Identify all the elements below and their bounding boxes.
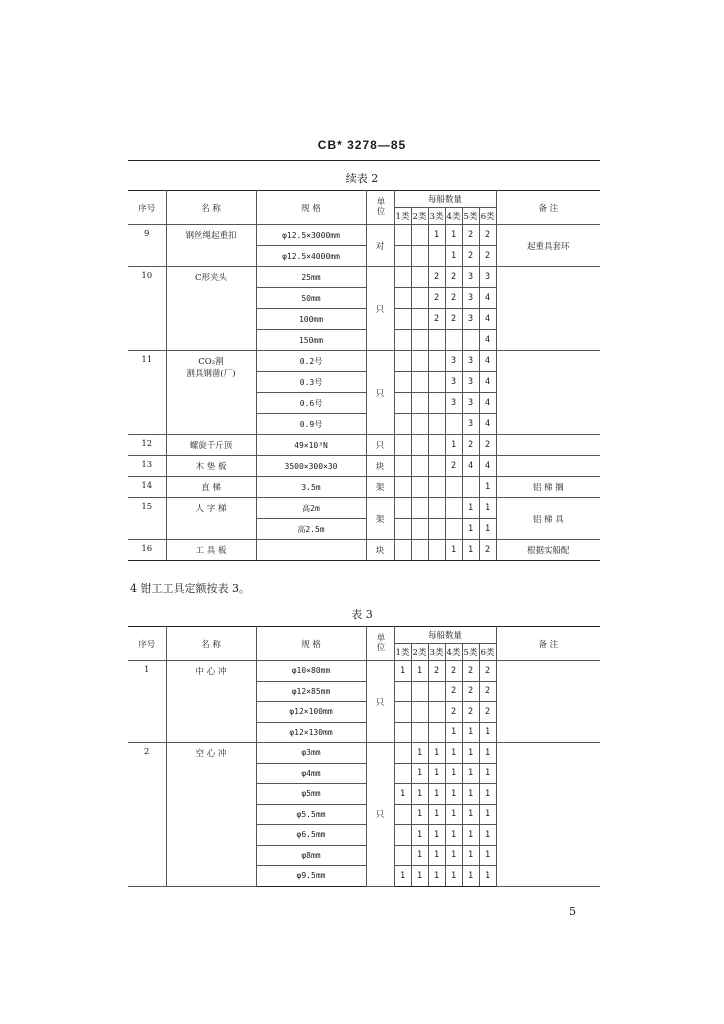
qty-cell: 1 (428, 825, 445, 846)
header-unit-text: 单位 (375, 632, 385, 652)
header-name: 名 称 (166, 627, 256, 661)
qty-cell: 1 (445, 722, 462, 743)
qty-cell: 4 (462, 456, 479, 477)
qty-cell (411, 722, 428, 743)
header-remark: 备 注 (496, 191, 600, 225)
qty-cell (411, 372, 428, 393)
qty-cell: 1 (428, 784, 445, 805)
qty-cell (411, 477, 428, 498)
qty-cell: 1 (462, 866, 479, 887)
qty-cell: 2 (445, 288, 462, 309)
qty-cell: 2 (462, 681, 479, 702)
header-class-1: 1类 (394, 644, 411, 661)
spec-cell: φ10×80mm (256, 661, 366, 682)
qty-cell: 1 (411, 743, 428, 764)
qty-cell: 1 (445, 763, 462, 784)
header-spec: 规 格 (256, 627, 366, 661)
header-class-2: 2类 (411, 644, 428, 661)
unit-cell: 只 (366, 351, 394, 435)
qty-cell: 2 (462, 661, 479, 682)
qty-cell (445, 414, 462, 435)
header-rule (128, 160, 600, 161)
spec-cell: φ4mm (256, 763, 366, 784)
header-seq: 序号 (128, 191, 166, 225)
qty-cell: 1 (462, 804, 479, 825)
qty-cell (394, 267, 411, 288)
qty-cell: 1 (428, 866, 445, 887)
qty-cell (394, 225, 411, 246)
qty-cell (411, 414, 428, 435)
name-cell: 钢丝绳起重扣 (166, 225, 256, 267)
qty-cell: 4 (479, 393, 496, 414)
header-class-1: 1类 (394, 208, 411, 225)
seq-cell: 2 (128, 743, 166, 887)
qty-cell: 1 (462, 519, 479, 540)
qty-cell (394, 743, 411, 764)
qty-cell (394, 393, 411, 414)
qty-cell (411, 498, 428, 519)
qty-cell: 1 (462, 540, 479, 561)
spec-cell: 49×10³N (256, 435, 366, 456)
qty-cell (428, 477, 445, 498)
name-cell: C形夹头 (166, 267, 256, 351)
remark-cell (496, 267, 600, 351)
qty-cell: 4 (479, 351, 496, 372)
qty-cell (428, 393, 445, 414)
qty-cell (411, 225, 428, 246)
qty-cell: 1 (411, 804, 428, 825)
qty-cell (394, 477, 411, 498)
spec-cell: φ12.5×3000mm (256, 225, 366, 246)
qty-cell: 4 (479, 414, 496, 435)
qty-cell: 1 (411, 825, 428, 846)
header-class-6: 6类 (479, 644, 496, 661)
qty-cell: 1 (445, 825, 462, 846)
seq-cell: 14 (128, 477, 166, 498)
spec-cell: 高2m (256, 498, 366, 519)
qty-cell: 4 (479, 456, 496, 477)
qty-cell: 1 (479, 804, 496, 825)
qty-cell: 2 (445, 456, 462, 477)
qty-cell (428, 351, 445, 372)
qty-cell (428, 372, 445, 393)
qty-cell (411, 702, 428, 723)
qty-cell (428, 681, 445, 702)
section-note: 4 钳工工具定额按表 3。 (130, 582, 250, 595)
spec-cell (256, 540, 366, 561)
spec-cell: φ12.5×4000mm (256, 246, 366, 267)
qty-cell: 2 (462, 246, 479, 267)
qty-cell (411, 519, 428, 540)
unit-cell: 块 (366, 540, 394, 561)
header-class-3: 3类 (428, 644, 445, 661)
header-class-3: 3类 (428, 208, 445, 225)
header-qty-group: 每船数量 (394, 191, 496, 208)
qty-cell (411, 681, 428, 702)
qty-cell: 2 (428, 309, 445, 330)
qty-cell (394, 519, 411, 540)
qty-cell (394, 722, 411, 743)
spec-cell: φ12×100mm (256, 702, 366, 723)
spec-cell: φ12×85mm (256, 681, 366, 702)
qty-cell (445, 519, 462, 540)
qty-cell (411, 309, 428, 330)
qty-cell: 3 (462, 372, 479, 393)
table-row (128, 351, 600, 372)
qty-cell: 1 (479, 722, 496, 743)
qty-cell: 3 (445, 372, 462, 393)
name-cell: 空 心 冲 (166, 743, 256, 887)
qty-cell (394, 681, 411, 702)
name-cell: CO₂割 割具钢凿(厂) (166, 351, 256, 435)
qty-cell: 3 (462, 288, 479, 309)
qty-cell (428, 498, 445, 519)
qty-cell: 3 (462, 351, 479, 372)
qty-cell: 2 (462, 435, 479, 456)
table2-caption: 续表 2 (345, 172, 379, 185)
qty-cell (428, 519, 445, 540)
qty-cell (394, 435, 411, 456)
remark-cell: 根据实船配 (496, 540, 600, 561)
qty-cell: 2 (445, 267, 462, 288)
seq-cell: 13 (128, 456, 166, 477)
qty-cell: 1 (479, 845, 496, 866)
table-row (128, 498, 600, 519)
qty-cell (394, 456, 411, 477)
qty-cell: 1 (479, 498, 496, 519)
qty-cell: 1 (428, 743, 445, 764)
spec-cell: 3.5m (256, 477, 366, 498)
qty-cell (411, 330, 428, 351)
seq-cell: 10 (128, 267, 166, 351)
table3-caption: 表 3 (351, 608, 373, 621)
qty-cell: 2 (479, 681, 496, 702)
qty-cell: 2 (479, 540, 496, 561)
header-seq: 序号 (128, 627, 166, 661)
qty-cell: 1 (428, 763, 445, 784)
standard-code: CB* 3278—85 (317, 138, 407, 152)
seq-cell: 9 (128, 225, 166, 267)
qty-cell: 1 (462, 845, 479, 866)
qty-cell (394, 763, 411, 784)
table3 (128, 626, 600, 887)
remark-cell (496, 456, 600, 477)
qty-cell: 2 (445, 661, 462, 682)
qty-cell: 3 (462, 414, 479, 435)
spec-cell: 3500×300×30 (256, 456, 366, 477)
remark-cell (496, 351, 600, 435)
qty-cell: 1 (462, 743, 479, 764)
qty-cell (411, 246, 428, 267)
qty-cell: 1 (479, 477, 496, 498)
table-row (128, 477, 600, 498)
qty-cell (428, 702, 445, 723)
table-row (128, 661, 600, 682)
qty-cell: 1 (462, 722, 479, 743)
name-cell: 直 梯 (166, 477, 256, 498)
qty-cell: 1 (394, 784, 411, 805)
qty-cell: 1 (479, 763, 496, 784)
qty-cell: 1 (445, 435, 462, 456)
spec-cell: 150mm (256, 330, 366, 351)
remark-cell (496, 435, 600, 456)
header-spec: 规 格 (256, 191, 366, 225)
qty-cell: 2 (479, 246, 496, 267)
qty-cell (394, 804, 411, 825)
qty-cell: 2 (445, 309, 462, 330)
qty-cell: 1 (445, 804, 462, 825)
header-class-4: 4类 (445, 208, 462, 225)
qty-cell (428, 330, 445, 351)
qty-cell (394, 702, 411, 723)
remark-cell (496, 661, 600, 743)
qty-cell: 2 (479, 435, 496, 456)
qty-cell (428, 435, 445, 456)
qty-cell: 3 (445, 351, 462, 372)
spec-cell: 高2.5m (256, 519, 366, 540)
qty-cell (394, 246, 411, 267)
header-qty-group: 每船数量 (394, 627, 496, 644)
table-row (128, 456, 600, 477)
qty-cell: 1 (445, 246, 462, 267)
header-class-5: 5类 (462, 208, 479, 225)
name-cell: 工 具 板 (166, 540, 256, 561)
qty-cell (411, 393, 428, 414)
qty-cell (445, 477, 462, 498)
spec-cell: φ5.5mm (256, 804, 366, 825)
qty-cell (428, 456, 445, 477)
spec-cell: 0.3号 (256, 372, 366, 393)
qty-cell: 3 (445, 393, 462, 414)
qty-cell (411, 540, 428, 561)
qty-cell (394, 498, 411, 519)
qty-cell (445, 498, 462, 519)
qty-cell: 1 (479, 519, 496, 540)
qty-cell: 4 (479, 330, 496, 351)
qty-cell: 2 (428, 288, 445, 309)
qty-cell: 3 (462, 267, 479, 288)
qty-cell (462, 330, 479, 351)
qty-cell: 2 (462, 225, 479, 246)
qty-cell: 1 (479, 825, 496, 846)
seq-cell: 15 (128, 498, 166, 540)
qty-cell: 1 (462, 498, 479, 519)
qty-cell: 1 (411, 661, 428, 682)
qty-cell: 2 (462, 702, 479, 723)
qty-cell: 2 (428, 267, 445, 288)
unit-cell: 架 (366, 498, 394, 540)
spec-cell: 100mm (256, 309, 366, 330)
unit-cell: 只 (366, 743, 394, 887)
qty-cell: 1 (394, 866, 411, 887)
table-row (128, 267, 600, 288)
unit-cell: 对 (366, 225, 394, 267)
qty-cell: 4 (479, 372, 496, 393)
qty-cell: 1 (411, 845, 428, 866)
qty-cell (394, 372, 411, 393)
unit-cell: 只 (366, 661, 394, 743)
qty-cell: 2 (479, 225, 496, 246)
qty-cell: 1 (479, 743, 496, 764)
unit-cell: 架 (366, 477, 394, 498)
header-class-4: 4类 (445, 644, 462, 661)
qty-cell: 1 (445, 225, 462, 246)
table-row (128, 435, 600, 456)
header-unit (366, 191, 394, 225)
header-unit-text: 单位 (375, 196, 385, 216)
spec-cell: φ5mm (256, 784, 366, 805)
spec-cell: 0.9号 (256, 414, 366, 435)
spec-cell: 0.6号 (256, 393, 366, 414)
header-class-5: 5类 (462, 644, 479, 661)
qty-cell: 1 (445, 540, 462, 561)
unit-cell: 只 (366, 267, 394, 351)
unit-cell: 只 (366, 435, 394, 456)
qty-cell: 1 (411, 763, 428, 784)
qty-cell: 2 (445, 702, 462, 723)
seq-cell: 12 (128, 435, 166, 456)
qty-cell: 4 (479, 309, 496, 330)
qty-cell: 1 (445, 743, 462, 764)
unit-cell: 块 (366, 456, 394, 477)
qty-cell (394, 309, 411, 330)
qty-cell: 1 (445, 784, 462, 805)
qty-cell: 1 (445, 845, 462, 866)
qty-cell (394, 351, 411, 372)
qty-cell: 1 (462, 784, 479, 805)
qty-cell (394, 330, 411, 351)
name-cell: 中 心 冲 (166, 661, 256, 743)
qty-cell: 2 (445, 681, 462, 702)
qty-cell (411, 351, 428, 372)
qty-cell: 1 (462, 825, 479, 846)
spec-cell: 50mm (256, 288, 366, 309)
qty-cell: 1 (411, 866, 428, 887)
qty-cell: 3 (479, 267, 496, 288)
remark-cell: 起重具套环 (496, 225, 600, 267)
qty-cell (394, 414, 411, 435)
qty-cell (394, 825, 411, 846)
qty-cell (411, 435, 428, 456)
qty-cell: 2 (479, 702, 496, 723)
qty-cell (394, 540, 411, 561)
qty-cell (411, 288, 428, 309)
seq-cell: 1 (128, 661, 166, 743)
seq-cell: 16 (128, 540, 166, 561)
qty-cell: 2 (428, 661, 445, 682)
name-cell: 人 字 梯 (166, 498, 256, 540)
header-remark: 备 注 (496, 627, 600, 661)
qty-cell: 1 (479, 784, 496, 805)
qty-cell: 4 (479, 288, 496, 309)
qty-cell: 1 (479, 866, 496, 887)
qty-cell: 3 (462, 309, 479, 330)
qty-cell: 1 (428, 845, 445, 866)
remark-cell: 铝 梯 具 (496, 498, 600, 540)
spec-cell: φ6.5mm (256, 825, 366, 846)
header-unit (366, 627, 394, 661)
table-row (128, 743, 600, 764)
remark-cell: 铝 梯 搁 (496, 477, 600, 498)
spec-cell: φ3mm (256, 743, 366, 764)
header-name: 名 称 (166, 191, 256, 225)
qty-cell (411, 267, 428, 288)
qty-cell: 1 (411, 784, 428, 805)
page-number: 5 (569, 905, 576, 918)
qty-cell (462, 477, 479, 498)
spec-cell: φ9.5mm (256, 866, 366, 887)
table-row (128, 540, 600, 561)
qty-cell (394, 845, 411, 866)
table-row (128, 225, 600, 246)
qty-cell (428, 414, 445, 435)
qty-cell: 3 (462, 393, 479, 414)
table2 (128, 190, 600, 561)
spec-cell: φ8mm (256, 845, 366, 866)
qty-cell (428, 540, 445, 561)
qty-cell: 1 (428, 804, 445, 825)
header-class-6: 6类 (479, 208, 496, 225)
qty-cell (428, 246, 445, 267)
qty-cell (428, 722, 445, 743)
qty-cell: 1 (394, 661, 411, 682)
remark-cell (496, 743, 600, 887)
qty-cell: 1 (445, 866, 462, 887)
name-cell: 螺旋千斤顶 (166, 435, 256, 456)
header-class-2: 2类 (411, 208, 428, 225)
qty-cell (411, 456, 428, 477)
seq-cell: 11 (128, 351, 166, 435)
spec-cell: 0.2号 (256, 351, 366, 372)
spec-cell: 25mm (256, 267, 366, 288)
name-cell: 木 垫 板 (166, 456, 256, 477)
qty-cell: 1 (462, 763, 479, 784)
qty-cell (394, 288, 411, 309)
qty-cell: 1 (428, 225, 445, 246)
spec-cell: φ12×130mm (256, 722, 366, 743)
qty-cell: 2 (479, 661, 496, 682)
qty-cell (445, 330, 462, 351)
